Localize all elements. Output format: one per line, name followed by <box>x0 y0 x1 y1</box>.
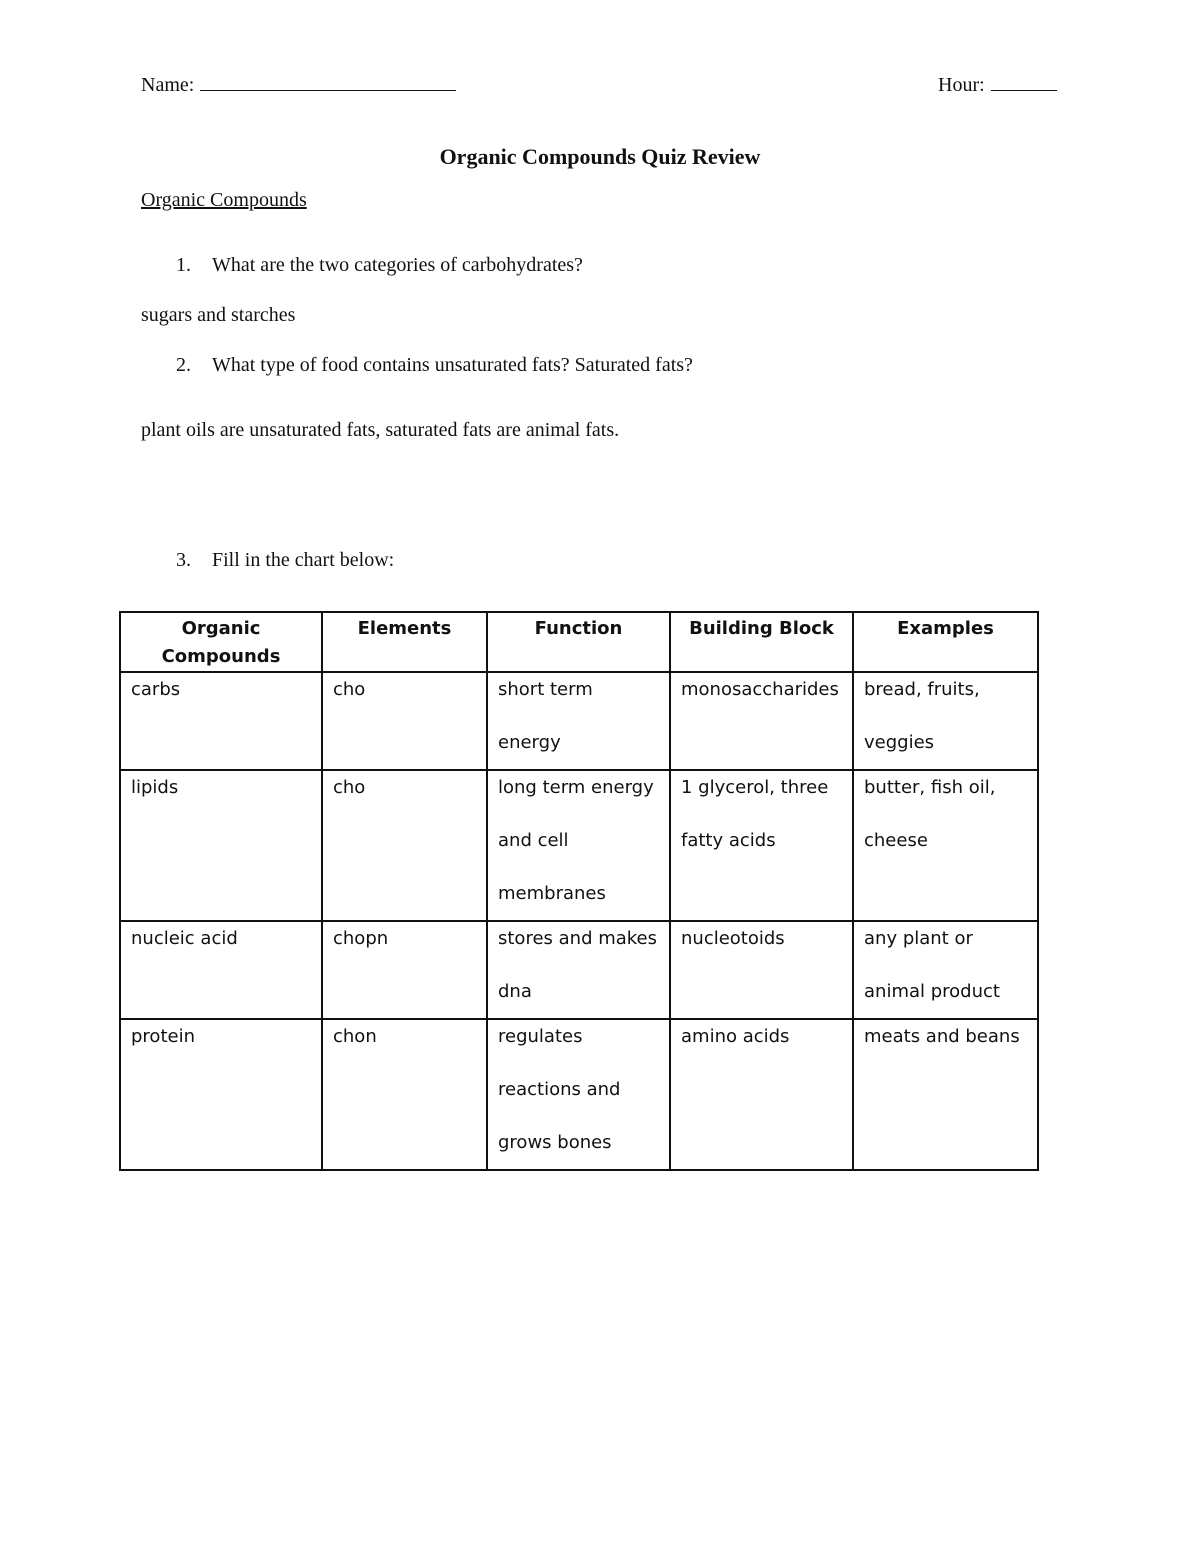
cell-text: monosaccharides <box>681 679 839 700</box>
cell-function[interactable] <box>487 672 670 770</box>
cell-text: meats and beans <box>864 1026 1020 1047</box>
cell-text: butter, fish oil, cheese <box>864 777 996 851</box>
table-row <box>120 1019 1038 1170</box>
question-text: What type of food contains unsaturated fats? Saturated fats? <box>212 354 693 376</box>
cell-text: any plant or animal product <box>864 928 1000 1002</box>
name-label: Name: <box>141 74 195 96</box>
header-organic-compounds: Organic Compounds <box>120 612 322 672</box>
hour-blank[interactable] <box>991 72 1057 91</box>
cell-building-block[interactable] <box>670 672 853 770</box>
cell-text: chopn <box>333 928 389 949</box>
cell-text: stores and makes dna <box>498 928 658 1002</box>
hour-field <box>938 72 1057 97</box>
cell-text: protein <box>131 1026 195 1047</box>
cell-text: cho <box>333 777 366 798</box>
question-number: 1. <box>176 254 191 276</box>
cell-elements[interactable] <box>322 1019 487 1170</box>
question-number: 2. <box>176 354 191 376</box>
name-blank[interactable] <box>200 72 456 91</box>
cell-text: nucleic acid <box>131 928 238 949</box>
header-elements: Elements <box>322 612 487 672</box>
question-text: Fill in the chart below: <box>212 549 395 571</box>
question-3 <box>176 547 394 573</box>
cell-text: nucleotoids <box>681 928 785 949</box>
table-row <box>120 672 1038 770</box>
name-field <box>141 72 456 97</box>
table-row <box>120 770 1038 921</box>
cell-text: 1 glycerol, three fatty acids <box>681 777 829 851</box>
cell-examples[interactable] <box>853 770 1038 921</box>
cell-elements[interactable] <box>322 672 487 770</box>
cell-compound[interactable] <box>120 770 322 921</box>
cell-elements[interactable] <box>322 921 487 1019</box>
cell-function[interactable] <box>487 1019 670 1170</box>
cell-examples[interactable] <box>853 921 1038 1019</box>
cell-text: lipids <box>131 777 179 798</box>
cell-text: long term energy and cell membranes <box>498 777 654 904</box>
cell-compound[interactable] <box>120 672 322 770</box>
table-row <box>120 921 1038 1019</box>
cell-building-block[interactable] <box>670 770 853 921</box>
header-function: Function <box>487 612 670 672</box>
organic-compounds-chart <box>119 611 1039 1171</box>
answer-1: sugars and starches <box>141 304 296 326</box>
question-1 <box>176 252 583 278</box>
cell-building-block[interactable] <box>670 921 853 1019</box>
cell-compound[interactable] <box>120 1019 322 1170</box>
question-number: 3. <box>176 549 191 571</box>
cell-examples[interactable] <box>853 1019 1038 1170</box>
header-examples: Examples <box>853 612 1038 672</box>
cell-elements[interactable] <box>322 770 487 921</box>
cell-examples[interactable] <box>853 672 1038 770</box>
page-title: Organic Compounds Quiz Review <box>439 144 761 169</box>
cell-building-block[interactable] <box>670 1019 853 1170</box>
cell-text: regulates reactions and grows bones <box>498 1026 621 1153</box>
cell-text: bread, fruits, veggies <box>864 679 980 753</box>
cell-text: amino acids <box>681 1026 790 1047</box>
cell-text: carbs <box>131 679 181 700</box>
cell-compound[interactable] <box>120 921 322 1019</box>
cell-text: short term energy <box>498 679 593 753</box>
cell-text: chon <box>333 1026 377 1047</box>
answer-2: plant oils are unsaturated fats, saturated fats are animal fats. <box>141 419 620 441</box>
header-building-block: Building Block <box>670 612 853 672</box>
cell-function[interactable] <box>487 921 670 1019</box>
cell-text: cho <box>333 679 366 700</box>
cell-function[interactable] <box>487 770 670 921</box>
hour-label: Hour: <box>938 74 985 96</box>
question-2 <box>176 352 693 378</box>
section-heading: Organic Compounds <box>141 189 307 211</box>
question-text: What are the two categories of carbohydrates? <box>212 254 583 276</box>
